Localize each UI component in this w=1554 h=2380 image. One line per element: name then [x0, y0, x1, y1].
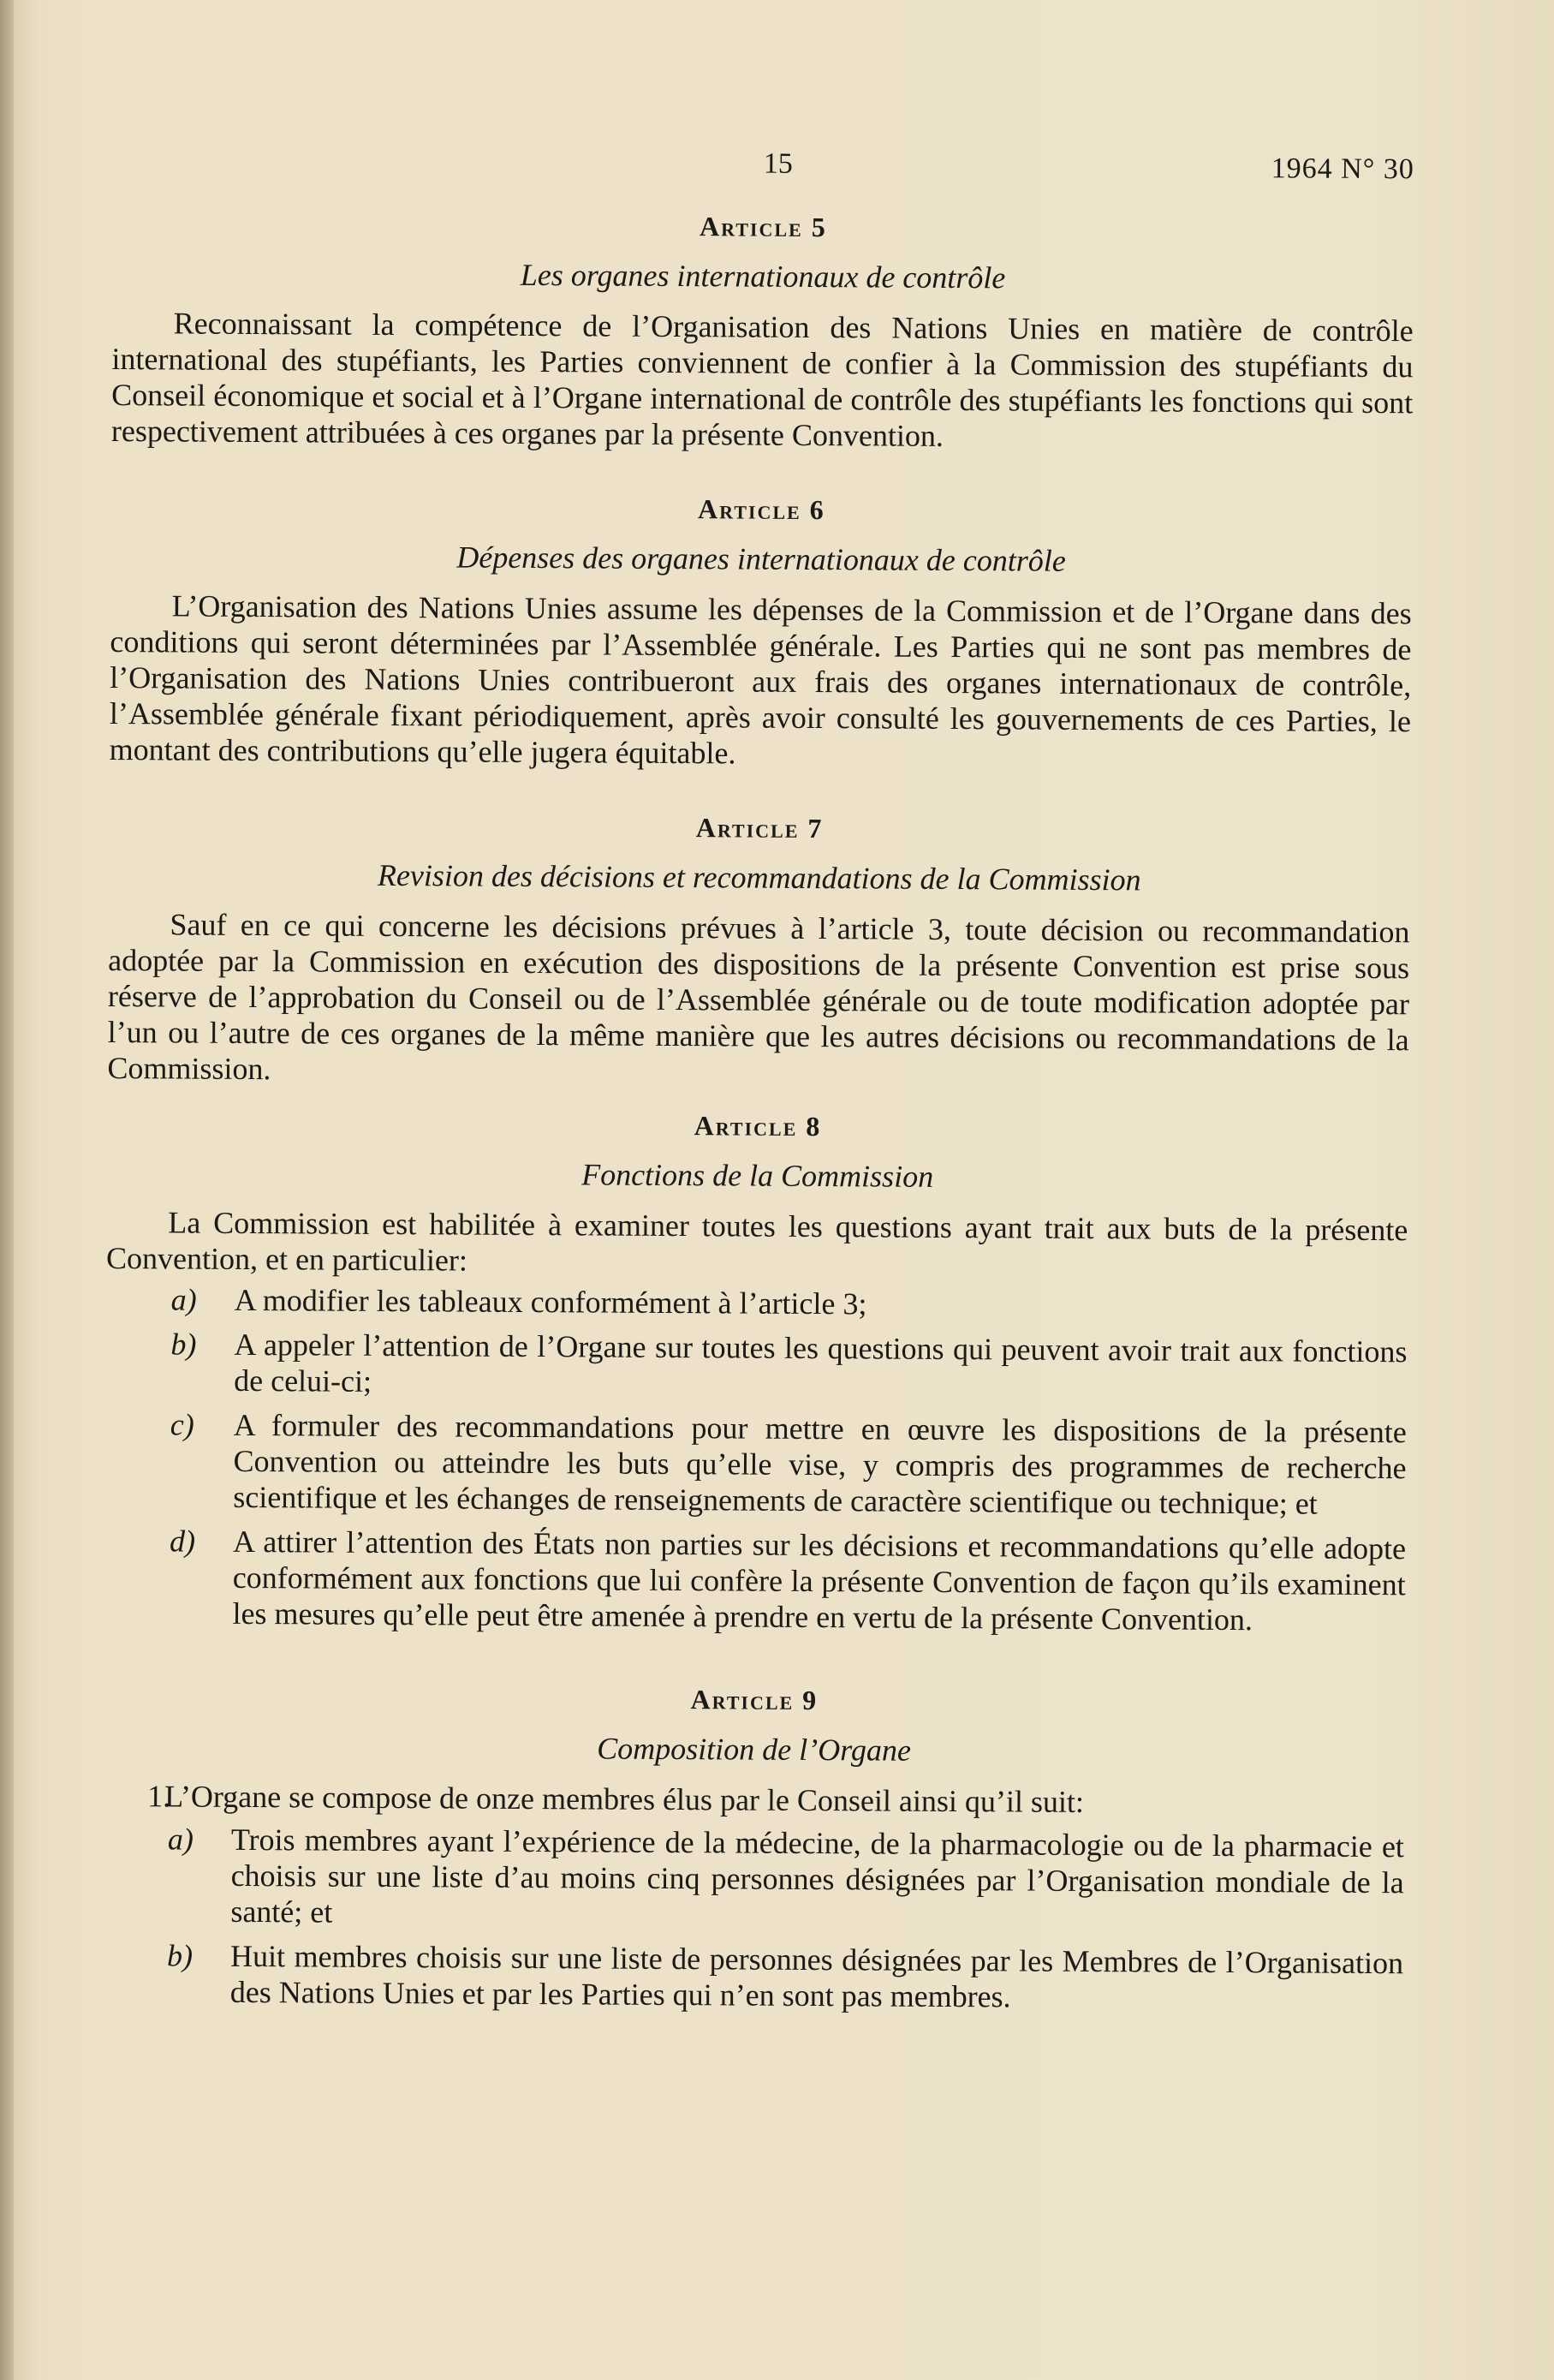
article-title: Composition de l’Organe [597, 1731, 912, 1768]
list-marker: a) [167, 1822, 194, 1857]
article-7 [107, 805, 1410, 1094]
list-item-text: A formuler des recommandations pour mettre en œuvre les dispositions de la présente Convention ou atteindre les buts qu’elle vise, y compris des programmes de recherche scientifique et les échanges de renseignements de caractère scientifique ou technique; et [233, 1407, 1407, 1521]
list-marker: a) [170, 1282, 197, 1317]
list-item-text: Huit membres choisis sur une liste de personnes désignées par les Membres de l’Organisation des Nations Unies et par les Parties qui n’en sont pas membres. [229, 1938, 1404, 2014]
list-item [102, 1821, 1404, 1936]
list-marker: b) [170, 1327, 197, 1362]
list-item [105, 1326, 1407, 1405]
article-heading: Article 5 [699, 211, 827, 243]
list-item-text: A modifier les tableaux conformément à l’article 3; [234, 1282, 867, 1321]
article-title: Dépenses des organes internationaux de contrôle [456, 540, 1066, 578]
list-marker: b) [166, 1938, 194, 1973]
book-spine-shadow [0, 0, 14, 2380]
article-heading: Article 8 [694, 1110, 822, 1142]
article-title: Fonctions de la Commission [581, 1157, 934, 1194]
article-5 [111, 204, 1414, 456]
list-item-text: Trois membres ayant l’expérience de la médecine, de la pharmacologie ou de la pharmacie et choisis sur une liste d’au moins cinq personnes désignées par l’Organisation mondiale de la santé; et [230, 1822, 1405, 1930]
list-item [106, 1281, 1408, 1325]
running-head [113, 144, 1414, 212]
list-item-text: A appeler l’attention de l’Organe sur toutes les questions qui peuvent avoir trait aux fonctions de celui-ci; [234, 1327, 1408, 1399]
article-heading: Article 6 [697, 493, 825, 526]
numbered-paragraph [103, 1778, 1404, 1822]
paragraph-number: 1. [147, 1779, 171, 1814]
list-marker: c) [170, 1407, 194, 1442]
article-9 [102, 1677, 1405, 2017]
article-6 [110, 486, 1413, 775]
list-marker: d) [169, 1524, 196, 1559]
page-number: 15 [763, 147, 793, 180]
paragraph-text: L’Organe se compose de onze membres élus par le Conseil ainsi qu’il suit: [164, 1779, 1085, 1819]
article-8 [104, 1103, 1408, 1638]
article-paragraph: L’Organisation des Nations Unies assume les dépenses de la Commission et de l’Organe dans des conditions qui seront déterminées par l’Assemblée générale. Les Parties qui ne sont pas membres de l’Organisation des Nations Unies contribueront aux frais des organes internationaux de contrôle, l’Assemblée générale fixant périodiquement, après avoir consulté les gouvernements de ces Parties, le montant des contributions qu’elle jugera équitable. [109, 588, 1412, 771]
article-heading: Article 7 [695, 812, 824, 844]
article-heading: Article 9 [690, 1684, 819, 1716]
article-paragraph: Reconnaissant la compétence de l’Organisation des Nations Unies en matière de contrôle international des stupéfiants, les Parties conviennent de confier à la Commission des stupéfiants du Conseil économique et social et à l’Organe international de contrôle des stupéfiants les fonctions qui sont respectivement attribuées à ces organes par la présente Convention. [110, 306, 1414, 453]
article-title: Revision des décisions et recommandations de la Commission [377, 857, 1141, 898]
list-item [102, 1937, 1403, 2017]
article-paragraph: Sauf en ce qui concerne les décisions prévues à l’article 3, toute décision ou recommandation adoptée par la Commission en exécution des dispositions de la présente Convention est prise sous réserve de l’approbation du Conseil ou de l’Assemblée générale ou de toute modification adoptée par l’un ou l’autre de ces organes de la même manière que les autres décisions ou recommandations de la Commission. [107, 907, 1410, 1087]
list-item-text: A attirer l’attention des États non parties sur les décisions et recommandations qu’elle adopte conformément aux fonctions que lui confère la présente Convention de façon qu’ils examinent les mesures qu’elle peut être amenée à prendre en vertu de la présente Convention. [232, 1524, 1407, 1637]
list-item [104, 1406, 1407, 1522]
document-reference: 1964 N° 30 [1271, 152, 1414, 186]
list-item [104, 1523, 1406, 1638]
text-column [102, 144, 1414, 2025]
article-paragraph: La Commission est habilitée à examiner toutes les questions ayant trait aux buts de la présente Convention, et en particulier: [105, 1205, 1408, 1278]
article-title: Les organes internationaux de contrôle [520, 257, 1006, 295]
